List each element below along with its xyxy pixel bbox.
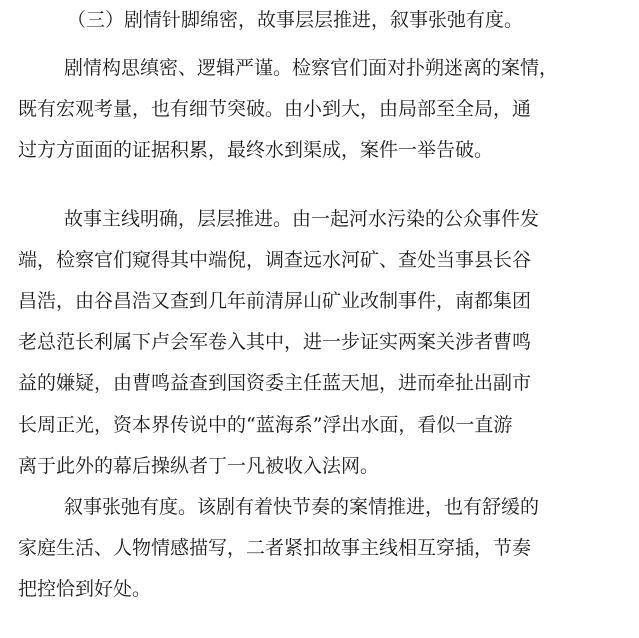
section-heading: （三）剧情针脚绵密，故事层层推进，叙事张弛有度。 xyxy=(67,9,524,31)
paragraph-2-line-4: 老总范长利属下卢会军卷入其中，进一步证实两案关涉者曹鸣 xyxy=(18,331,532,353)
paragraph-2-line-1: 故事主线明确，层层推进。由一起河水污染的公众事件发 xyxy=(64,208,540,230)
paragraph-2-line-5: 益的嫌疑，由曹鸣益查到国资委主任蓝天旭，进而牵扯出副市 xyxy=(18,372,532,394)
paragraph-1-line-3: 过方方面面的证据积累，最终水到渠成，案件一举告破。 xyxy=(18,139,494,161)
paragraph-2-line-3: 昌浩，由谷昌浩又查到几年前清屏山矿业改制事件，南都集团 xyxy=(18,290,532,312)
paragraph-3-line-2: 家庭生活、人物情感描写，二者紧扣故事主线相互穿插，节奏 xyxy=(18,537,532,559)
paragraph-2-line-7: 离于此外的幕后操纵者丁一凡被收入法网。 xyxy=(18,455,380,477)
paragraph-1-line-2: 既有宏观考量，也有细节突破。由小到大，由局部至全局，通 xyxy=(18,98,532,120)
paragraph-1-line-1: 剧情构思缜密、逻辑严谨。检察官们面对扑朔迷离的案情， xyxy=(64,57,559,79)
paragraph-3-line-3: 把控恰到好处。 xyxy=(18,578,152,600)
paragraph-2-line-6: 长周正光，资本界传说中的“蓝海系”浮出水面，看似一直游 xyxy=(18,414,513,436)
paragraph-2-line-2: 端，检察官们窥得其中端倪，调查远水河矿、查处当事县长谷 xyxy=(18,249,532,271)
paragraph-3-line-1: 叙事张弛有度。该剧有着快节奏的案情推进，也有舒缓的 xyxy=(64,496,540,518)
